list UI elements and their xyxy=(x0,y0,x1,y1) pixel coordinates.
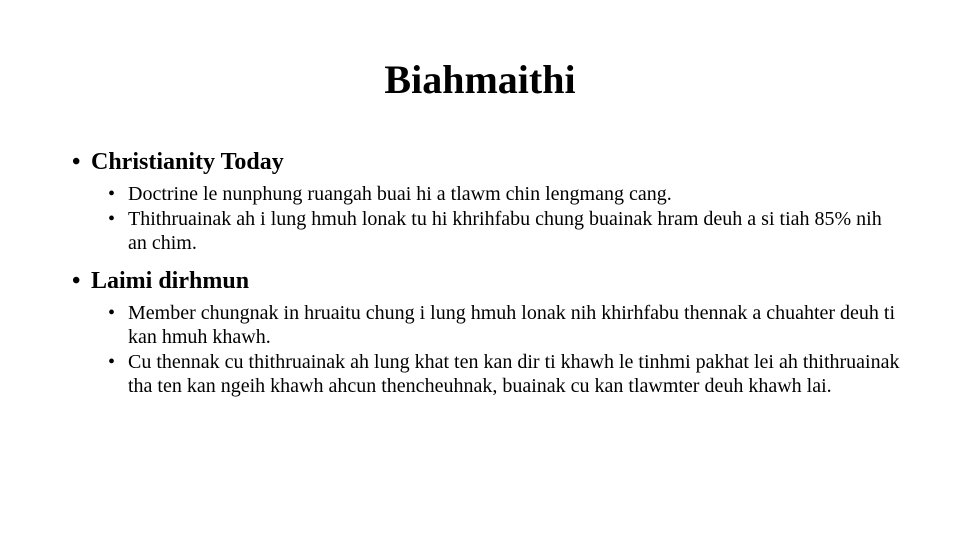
bullet-icon: • xyxy=(72,268,81,294)
slide-body xyxy=(72,146,902,399)
bullet-icon: • xyxy=(108,183,116,205)
list-item-text: Doctrine le nunphung ruangah buai hi a tlawm chin lengmang cang. xyxy=(128,183,672,205)
section-laimi-dirhmun xyxy=(72,265,902,398)
section-heading xyxy=(72,146,902,178)
section-heading xyxy=(72,265,902,297)
list-item-text: Cu thennak cu thithruainak ah lung khat ten kan dir ti khawh le tinhmi pakhat lei ah thithruainak tha ten kan ngeih khawh ahcun thencheuhnak, buainak cu kan tlawmter deuh khawh lai. xyxy=(128,351,900,397)
sub-bullet-list xyxy=(108,301,902,398)
list-item xyxy=(108,207,902,255)
sub-bullet-list xyxy=(108,182,902,255)
bullet-icon: • xyxy=(108,351,116,373)
section-heading-text: Christianity Today xyxy=(91,149,284,175)
bullet-icon: • xyxy=(108,302,116,324)
slide-title: Biahmaithi xyxy=(384,57,576,102)
bullet-icon: • xyxy=(72,149,81,175)
list-item-text: Thithruainak ah i lung hmuh lonak tu hi khrihfabu chung buainak hram deuh a si tiah 85% nih an chim. xyxy=(128,208,882,254)
section-christianity-today xyxy=(72,146,902,255)
list-item xyxy=(108,301,902,349)
list-item xyxy=(108,350,902,398)
list-item-text: Member chungnak in hruaitu chung i lung hmuh lonak nih khirhfabu thennak a chuahter deuh ti kan hmuh khawh. xyxy=(128,302,896,348)
list-item xyxy=(108,182,902,206)
bullet-icon: • xyxy=(108,208,116,230)
section-heading-text: Laimi dirhmun xyxy=(91,268,250,294)
